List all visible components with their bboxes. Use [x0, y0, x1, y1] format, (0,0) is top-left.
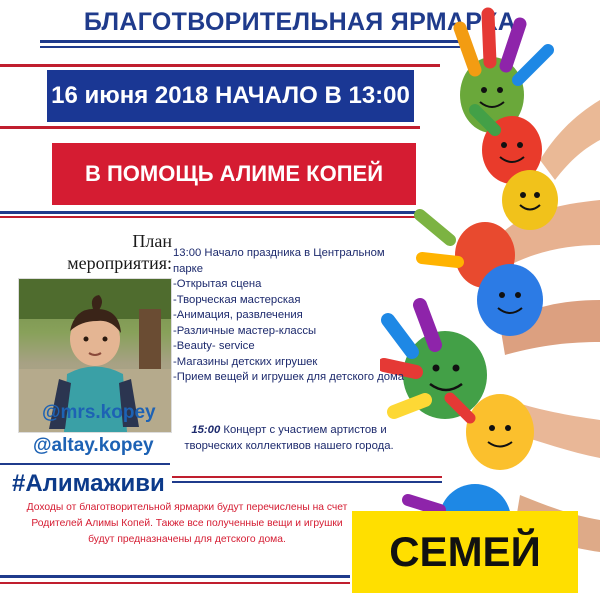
instagram-handle-1[interactable]: @mrs.kopey — [42, 402, 156, 423]
footer-top-line-blue — [172, 481, 442, 483]
event-title: БЛАГОТВОРИТЕЛЬНАЯ ЯРМАРКА — [83, 8, 517, 36]
program-item: -Открытая сцена — [173, 278, 262, 290]
program-item: -Творческая мастерская — [173, 293, 301, 306]
program-list — [173, 246, 405, 386]
city-label: СЕМЕЙ — [352, 511, 578, 593]
separator-red — [0, 216, 420, 218]
concert-text: Концерт с участием артистов и творческих коллективов нашего города. — [184, 424, 394, 452]
donation-note: Доходы от благотворительной ярмарки будут перечислены на счет Родителей Алимы Копей. Также все полученные вещи и игрушки будут предназначены для детского дома. — [26, 502, 348, 545]
plan-heading-line1: План — [132, 231, 172, 251]
program-item: 13:00 Начало праздника в Центральном парке — [173, 247, 385, 275]
program-item: -Beauty- service — [173, 340, 255, 352]
concert-info — [173, 422, 405, 454]
footer-top-line-red — [172, 476, 442, 478]
instagram-handle-2[interactable]: @altay.kopey — [33, 435, 154, 456]
plan-heading — [32, 230, 172, 274]
program-item: -Прием вещей и игрушек для детского дома — [173, 371, 405, 383]
bottom-line-red — [0, 582, 350, 584]
program-item: -Анимация, развлечения — [173, 309, 303, 321]
bottom-line-blue — [0, 575, 350, 578]
separator-blue — [0, 211, 420, 214]
hashtag[interactable]: #Алимаживи — [12, 470, 165, 497]
program-item: -Различные мастер-классы — [173, 324, 317, 337]
help-banner: В ПОМОЩЬ АЛИМЕ КОПЕЙ — [52, 143, 416, 205]
date-top-line — [0, 64, 440, 67]
program-item: -Магазины детских игрушек — [173, 355, 318, 368]
handles-divider — [0, 463, 170, 465]
date-bottom-line — [0, 126, 420, 129]
plan-heading-line2: мероприятия: — [67, 253, 172, 273]
painted-hands-illustration — [380, 0, 600, 600]
date-banner: 16 июня 2018 НАЧАЛО В 13:00 — [47, 70, 414, 122]
concert-time: 15:00 — [191, 424, 221, 436]
